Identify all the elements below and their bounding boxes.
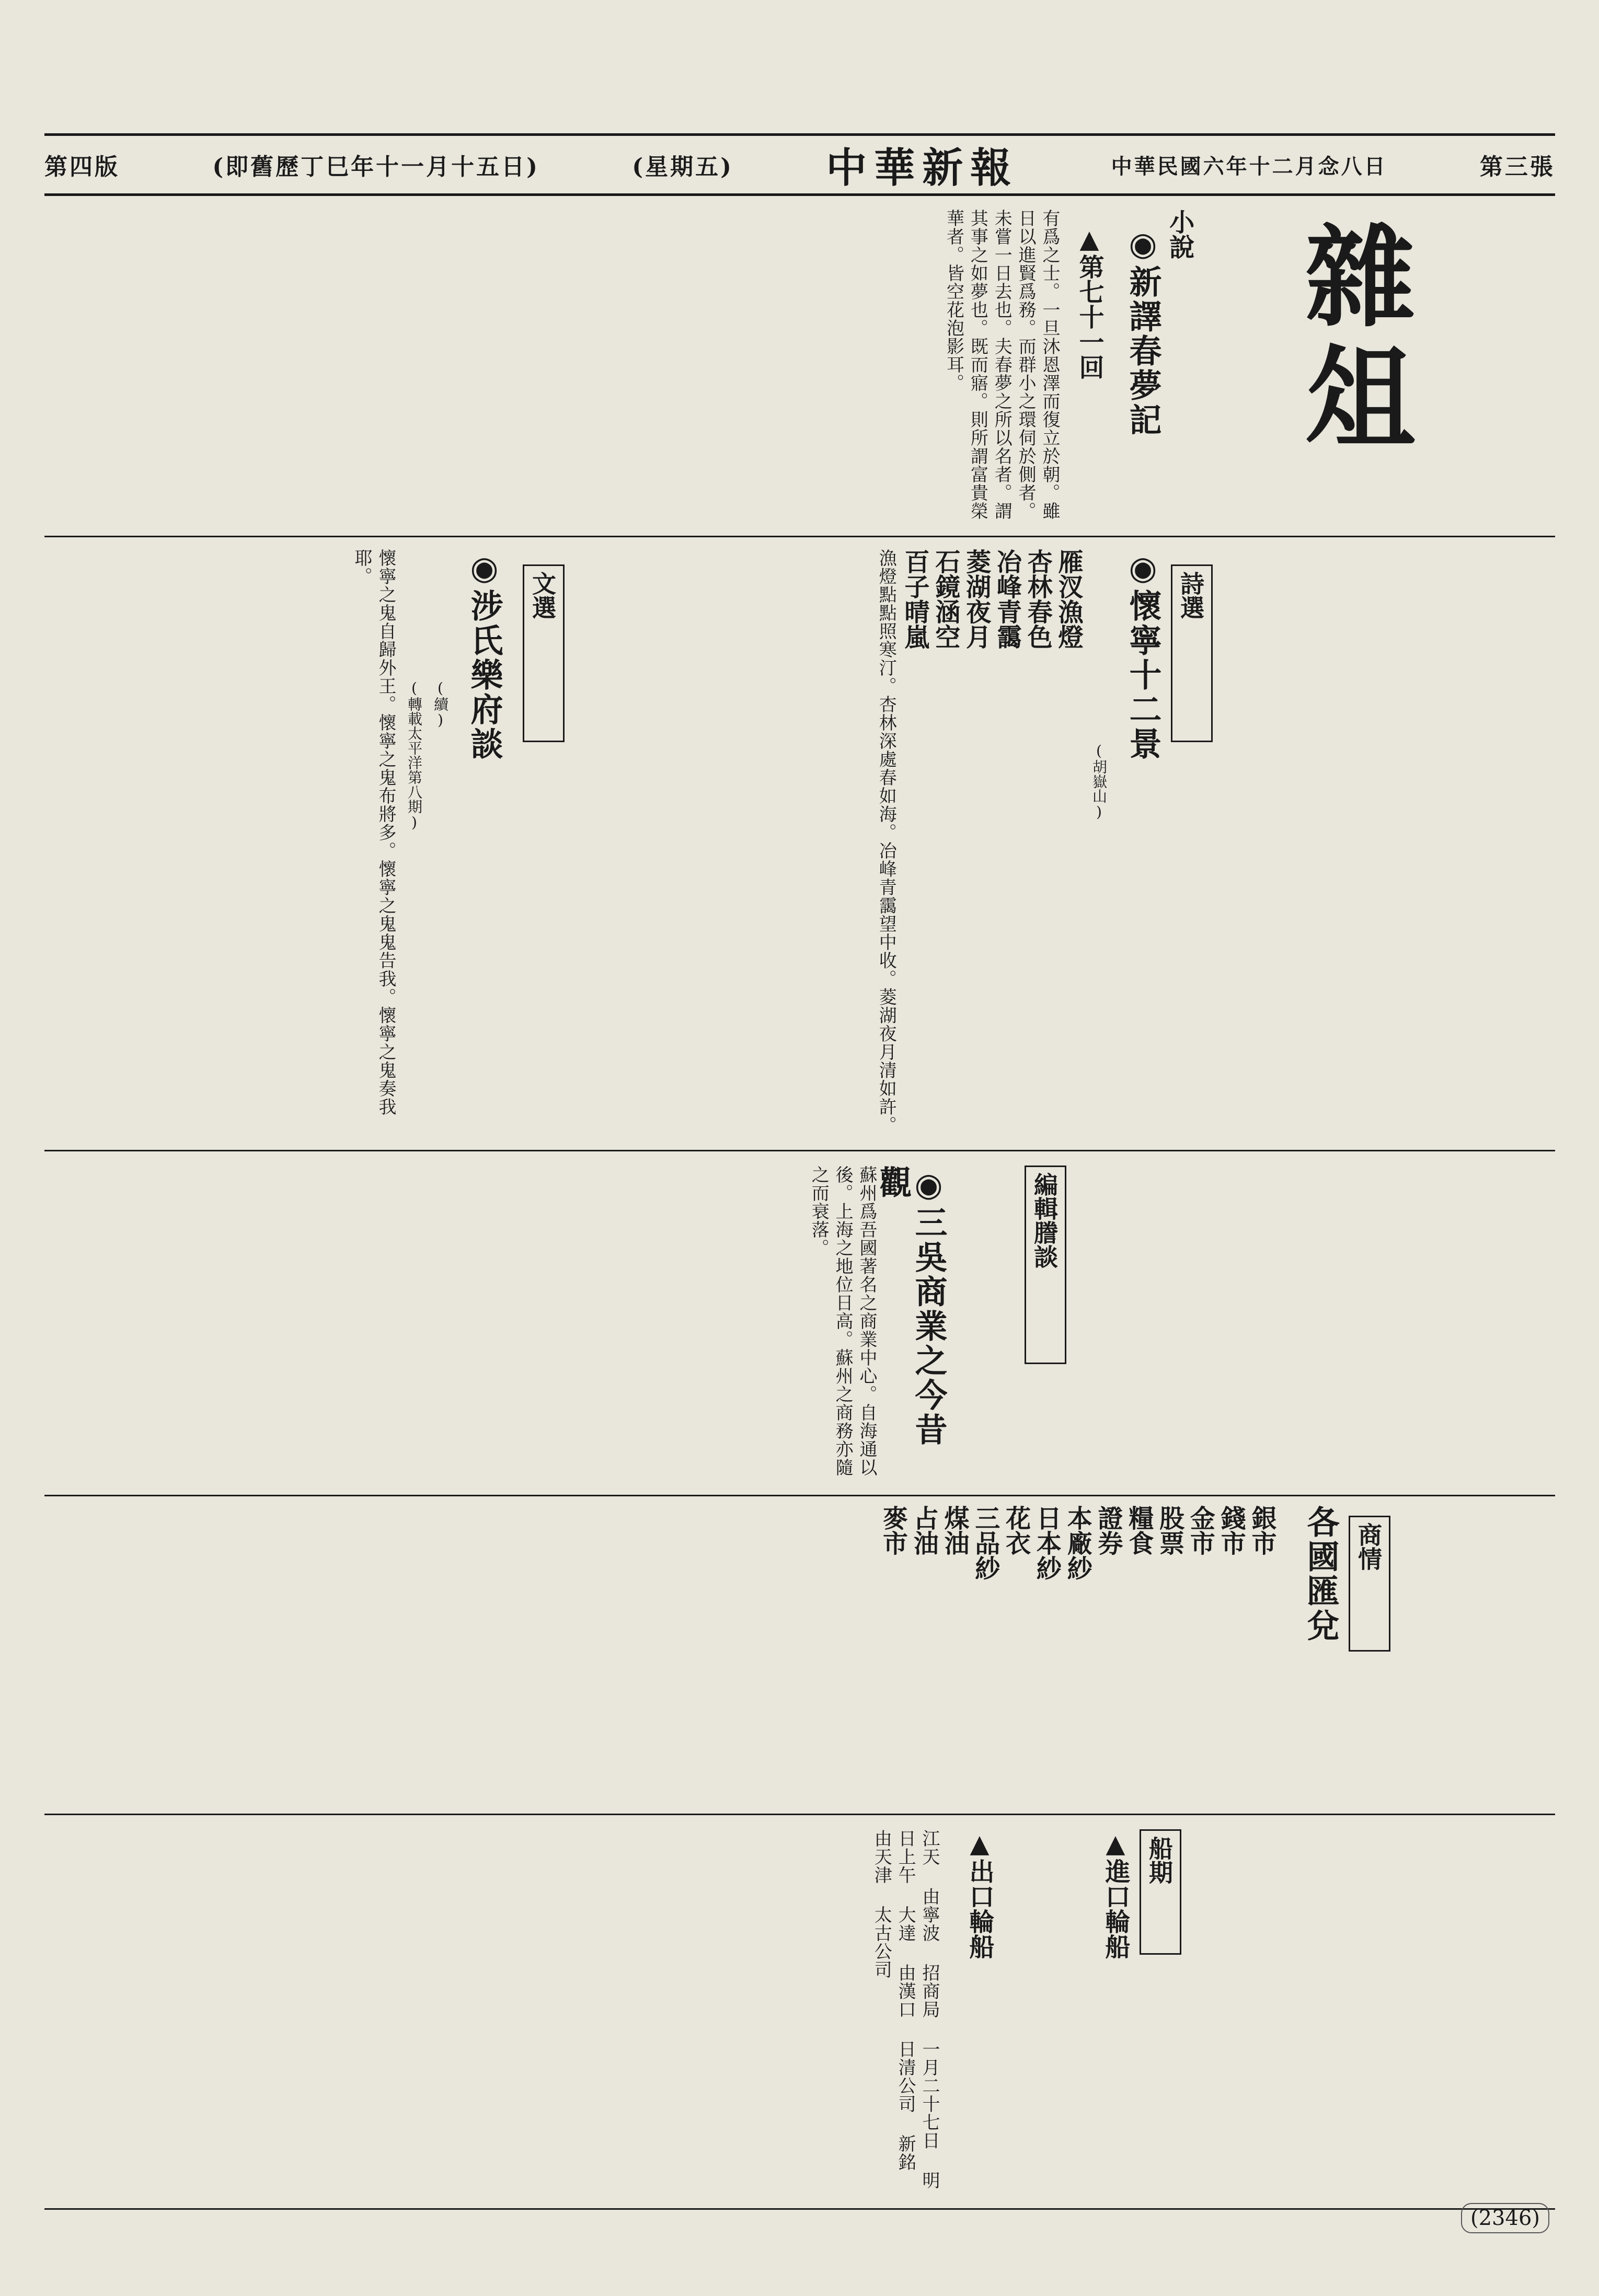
essay-note: (續)	[432, 679, 449, 729]
poems-author: (胡嶽山)	[1090, 742, 1108, 821]
weekday: (星期五)	[632, 154, 733, 180]
shipping-inbound: ▲進口輪船	[1101, 1829, 1130, 1959]
right-label: 第三張	[1479, 154, 1555, 180]
novel-header	[1166, 209, 1270, 533]
shipping-section-label: 船期	[1140, 1829, 1181, 1955]
essay-text: 懷寧之鬼自歸外王。懷寧之鬼布將多。懷寧之鬼鬼告我。懷寧之鬼奏我耶。	[351, 549, 396, 1116]
market-name: 金市	[1186, 1505, 1215, 1555]
lunar-date: (即舊歷丁巳年十一月十五日)	[212, 154, 539, 180]
poem-title: 雁汊漁燈	[1054, 549, 1083, 649]
market-name: 占油	[909, 1505, 939, 1555]
market-name: 本廠紗	[1063, 1505, 1092, 1580]
editorial-text: 蘇州爲吾國著名之商業中心。自海通以後。上海之地位日高。蘇州之商務亦隨之而衰落。	[808, 1166, 877, 1476]
poem-title: 冶峰青靄	[992, 549, 1022, 649]
divider	[44, 536, 1555, 537]
market-name: 三品紗	[970, 1505, 1000, 1580]
page-number: (2346)	[1461, 2203, 1549, 2233]
shipping-text: 江天 由寧波 招商局 一月二十七日 明日上午 大達 由漢口 日清公司 新銘 由天津 太古公司	[871, 1829, 940, 2189]
market-name: 糧食	[1124, 1505, 1154, 1555]
market-name: 證券	[1094, 1505, 1123, 1555]
essay-section-label: 文選	[523, 564, 565, 742]
commerce-title: 各國匯兌	[1302, 1505, 1340, 1643]
date-line: 中華民國六年十二月念八日	[1111, 154, 1387, 179]
market-name: 煤油	[940, 1505, 970, 1555]
market-name: 錢市	[1216, 1505, 1246, 1555]
poem-title: 菱湖夜月	[961, 549, 991, 649]
novel-title: ◉新譯春夢記	[1124, 225, 1162, 437]
poems-section-label: 詩選	[1171, 564, 1213, 742]
poems-title: ◉懷寧十二景	[1124, 549, 1162, 762]
divider	[44, 1495, 1555, 1496]
poems-items	[784, 549, 1082, 1139]
paper-name: 中華新報	[826, 144, 1019, 192]
essay-author: (轉載太平洋第八期)	[406, 679, 423, 831]
market-name: 日本紗	[1032, 1505, 1062, 1580]
poem-title: 百子晴嵐	[900, 549, 930, 649]
novel-chapter: ▲第七十一回	[1075, 225, 1104, 379]
commerce-section-label: 商情	[1349, 1516, 1390, 1652]
shipping-outbound: ▲出口輪船	[965, 1829, 994, 1959]
divider	[44, 1814, 1555, 1815]
masthead	[44, 133, 1555, 196]
essay-title: ◉涉氏樂府談	[465, 549, 503, 762]
left-label: 第四版	[44, 154, 120, 180]
divider	[44, 2208, 1555, 2210]
editorial-section-label: 編輯謄談	[1025, 1166, 1066, 1364]
poem-title: 石鏡涵空	[930, 549, 960, 649]
poem-title: 杏林春色	[1023, 549, 1053, 649]
section-title: 雜俎	[1287, 220, 1416, 460]
markets-row	[52, 1505, 1275, 1803]
market-name: 花衣	[1001, 1505, 1031, 1555]
novel-text: 有爲之士。一旦沐恩澤而復立於朝。雖日以進賢爲務。而群小之環伺於側者。未嘗一日去也。夫春夢之所以名者。謂其事之如夢也。既而寤。則所謂富貴榮華者。皆空花泡影耳。	[943, 209, 1060, 520]
market-name: 銀市	[1247, 1505, 1276, 1555]
editorial-title: ◉三吳商業之今昔觀	[873, 1166, 948, 1447]
market-name: 股票	[1155, 1505, 1184, 1555]
divider	[44, 1150, 1555, 1151]
poems-text: 漁燈點點照寒汀。杏林深處春如海。冶峰青靄望中收。菱湖夜月清如許。	[876, 549, 897, 1134]
novel-section-label: 小說	[1165, 209, 1194, 259]
market-name: 麥市	[878, 1505, 908, 1555]
